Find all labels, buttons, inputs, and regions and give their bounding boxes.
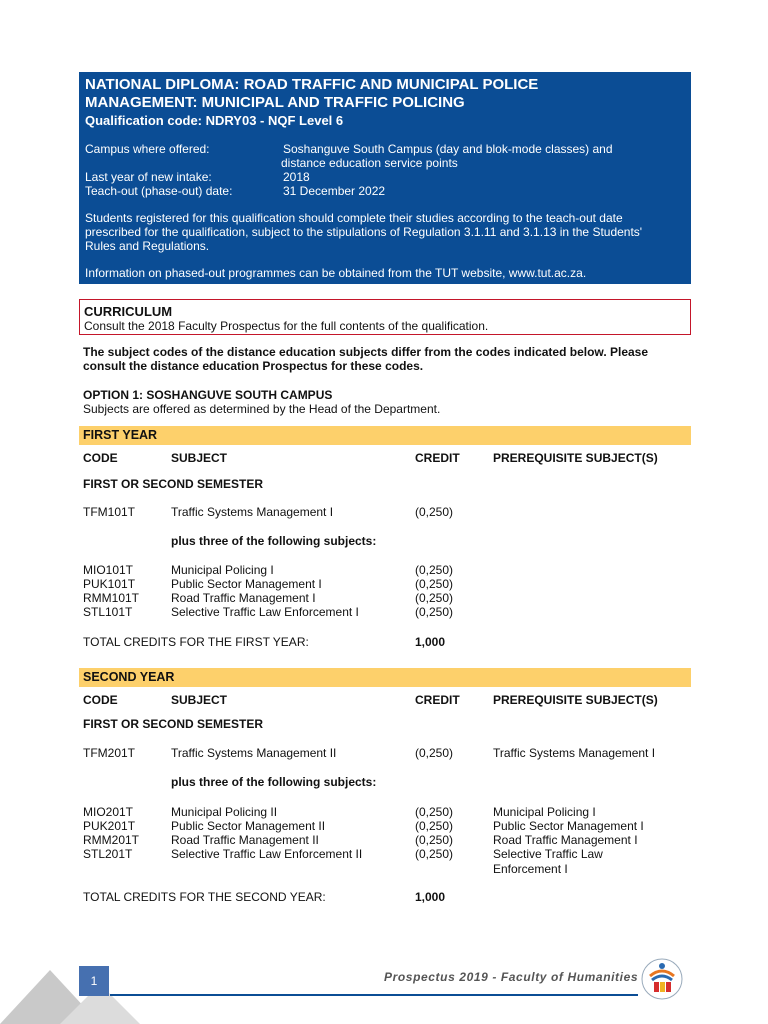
subject-name: Road Traffic Management I (171, 591, 316, 605)
second-year-band (79, 668, 691, 687)
footer-divider (110, 994, 638, 996)
tut-logo-icon (638, 958, 686, 1000)
subject-prereq: Public Sector Management I (493, 819, 644, 833)
intake-value: 2018 (283, 170, 310, 184)
col-credit-header: CREDIT (415, 693, 460, 707)
page-number: 1 (79, 966, 109, 996)
curriculum-text: Consult the 2018 Faculty Prospectus for the full contents of the qualification. (84, 319, 489, 333)
subject-credit: (0,250) (415, 805, 454, 819)
subject-credit: (0,250) (415, 591, 454, 605)
col-code-header: CODE (83, 693, 118, 707)
subject-credit: (0,250) (415, 819, 454, 833)
subject-name: Traffic Systems Management II (171, 746, 337, 760)
campus-value-1: Soshanguve South Campus (day and blok-mode classes) and (283, 142, 613, 156)
teachout-paragraph-line-2: prescribed for the qualification, subject to the stipulations of Regulation 3.1.11 and 3.1.13 in the Students' (85, 225, 643, 239)
subject-code: STL201T (83, 847, 133, 861)
subject-credit: (0,250) (415, 847, 454, 861)
intake-label: Last year of new intake: (85, 170, 212, 184)
col-credit-header: CREDIT (415, 451, 460, 465)
distance-note-line-1: The subject codes of the distance education subjects differ from the codes indicated below. Please (83, 345, 649, 359)
subject-prereq: Municipal Policing I (493, 805, 596, 819)
title-line-2: MANAGEMENT: MUNICIPAL AND TRAFFIC POLICING (85, 94, 465, 111)
subject-prereq-continued: Enforcement I (493, 862, 568, 876)
campus-label: Campus where offered: (85, 142, 210, 156)
teachout-label: Teach-out (phase-out) date: (85, 184, 233, 198)
second-year-total-value: 1,000 (415, 890, 446, 904)
subject-name: Traffic Systems Management I (171, 505, 334, 519)
teachout-paragraph-line-1: Students registered for this qualification should complete their studies according to the teach-out date (85, 211, 623, 225)
subject-prereq: Road Traffic Management I (493, 833, 638, 847)
teachout-value: 31 December 2022 (283, 184, 386, 198)
first-year-semester: FIRST OR SECOND SEMESTER (83, 477, 264, 491)
subject-code: MIO101T (83, 563, 134, 577)
col-prereq-header: PREREQUISITE SUBJECT(S) (493, 693, 658, 707)
subject-credit: (0,250) (415, 746, 454, 760)
subject-prereq: Traffic Systems Management I (493, 746, 656, 760)
subject-name: Selective Traffic Law Enforcement I (171, 605, 359, 619)
first-year-plus-note: plus three of the following subjects: (171, 534, 377, 548)
curriculum-box (79, 299, 691, 335)
second-year-total-label: TOTAL CREDITS FOR THE SECOND YEAR: (83, 890, 326, 904)
subject-credit: (0,250) (415, 505, 454, 519)
subject-name: Municipal Policing I (171, 563, 274, 577)
footer-text: Prospectus 2019 - Faculty of Humanities (384, 970, 639, 984)
subject-code: PUK101T (83, 577, 136, 591)
option-text: Subjects are offered as determined by the Head of the Department. (83, 402, 441, 416)
campus-value-2: distance education service points (281, 156, 458, 170)
subject-name: Public Sector Management I (171, 577, 322, 591)
teachout-paragraph-line-3: Rules and Regulations. (85, 239, 210, 253)
first-year-band (79, 426, 691, 445)
subject-credit: (0,250) (415, 577, 454, 591)
second-year-semester: FIRST OR SECOND SEMESTER (83, 717, 264, 731)
subject-code: MIO201T (83, 805, 134, 819)
first-year-label: FIRST YEAR (83, 428, 158, 442)
col-code-header: CODE (83, 451, 118, 465)
first-year-total-label: TOTAL CREDITS FOR THE FIRST YEAR: (83, 635, 309, 649)
qualification-header-box (79, 72, 691, 284)
col-subject-header: SUBJECT (171, 451, 228, 465)
col-prereq-header: PREREQUISITE SUBJECT(S) (493, 451, 658, 465)
subject-credit: (0,250) (415, 605, 454, 619)
subject-prereq: Selective Traffic Law (493, 847, 603, 861)
gray-triangle-decoration-icon (0, 970, 140, 1024)
first-year-total-value: 1,000 (415, 635, 446, 649)
website-info: Information on phased-out programmes can be obtained from the TUT website, www.tut.ac.za. (85, 266, 587, 280)
subject-code: RMM101T (83, 591, 140, 605)
subject-name: Road Traffic Management II (171, 833, 319, 847)
subject-code: RMM201T (83, 833, 140, 847)
subject-code: STL101T (83, 605, 133, 619)
subject-code: PUK201T (83, 819, 136, 833)
subject-name: Public Sector Management II (171, 819, 326, 833)
qualification-title (85, 76, 675, 112)
subject-code: TFM101T (83, 505, 136, 519)
title-line-1: NATIONAL DIPLOMA: ROAD TRAFFIC AND MUNICIPAL POLICE (85, 76, 539, 93)
curriculum-heading: CURRICULUM (84, 304, 173, 319)
subject-code: TFM201T (83, 746, 136, 760)
col-subject-header: SUBJECT (171, 693, 228, 707)
second-year-label: SECOND YEAR (83, 670, 175, 684)
subject-credit: (0,250) (415, 563, 454, 577)
subject-name: Selective Traffic Law Enforcement II (171, 847, 363, 861)
second-year-plus-note: plus three of the following subjects: (171, 775, 377, 789)
subject-credit: (0,250) (415, 833, 454, 847)
qualification-code: Qualification code: NDRY03 - NQF Level 6 (85, 113, 344, 128)
distance-note-line-2: consult the distance education Prospectus for these codes. (83, 359, 424, 373)
option-heading: OPTION 1: SOSHANGUVE SOUTH CAMPUS (83, 388, 333, 402)
subject-name: Municipal Policing II (171, 805, 278, 819)
